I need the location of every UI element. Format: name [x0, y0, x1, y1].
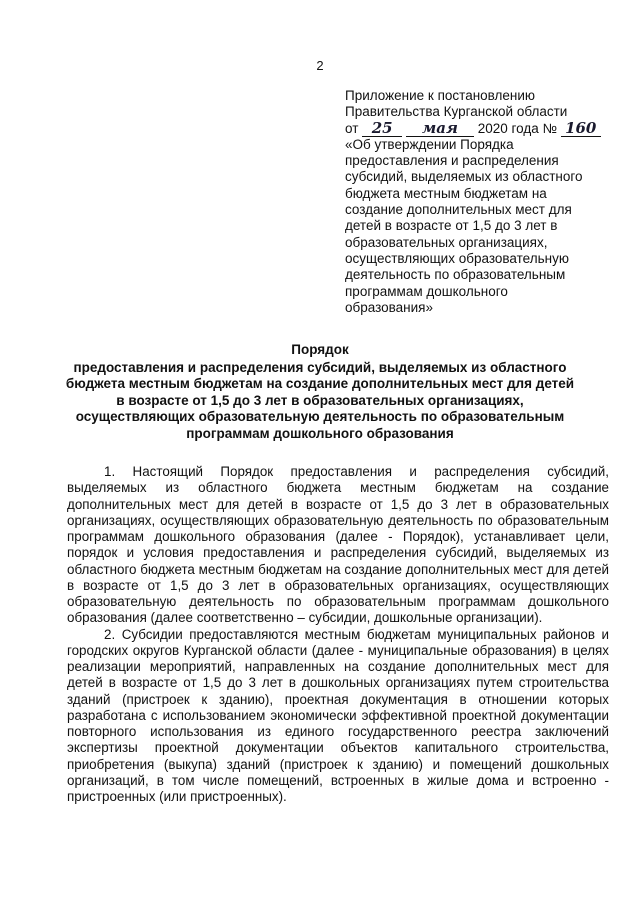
appendix-block [345, 88, 600, 316]
date-day-handwritten: 25 [371, 118, 393, 137]
appendix-subject-line: осуществляющих образовательную [345, 250, 569, 266]
paragraph-2: 2. Субсидии предоставляются местным бюджетам муниципальных районов и городских округов Курганской области (далее - муниципальные образования) в целях реализации мероприятий, направленных на создание дополнительных мест для детей в возрасте от 1,5 до 3 лет в дошкольных организациях путем строительства зданий (пристроек к зданию), проектная документация в отношении которых разработана с использованием экономически эффективной проектной документации повторного использования из единого государственного реестра заключений экспертизы проектной документации объектов капитального строительства, приобретения (выкупа) зданий (пристроек к зданию) и помещений дошкольных организаций, в том числе помещений, встроенных в жилые дома и встроенно - пристроенных (или пристроенных). [67, 626, 609, 804]
paragraph-1: 1. Настоящий Порядок предоставления и распределения субсидий, выделяемых из областного бюджета местным бюджетам на создание дополнительных мест для детей в возрасте от 1,5 до 3 лет в образовательных организациях, осуществляющих образовательную деятельность по образовательным программам дошкольного образования (далее - Порядок), устанавливает цели, порядок и условия предоставления и распределения субсидий, выделяемых из областного бюджета местным бюджетам на создание дополнительных мест для детей в возрасте от 1,5 до 3 лет в образовательных организациях, осуществляющих образовательную деятельность по образовательным программам дошкольного образования (далее соответственно – субсидии, дошкольные организации). [67, 464, 609, 626]
appendix-line-1: Приложение к постановлению [345, 88, 536, 103]
document-title [40, 342, 600, 442]
appendix-subject-line: предоставления и распределения [345, 153, 559, 169]
date-month-handwritten: мая [421, 118, 458, 137]
title-line: осуществляющих образовательную деятельность по образовательным [75, 409, 565, 424]
appendix-subject-line: «Об утверждении Порядка [345, 136, 514, 152]
date-prefix: от [345, 120, 359, 136]
date-day-field [362, 118, 402, 137]
appendix-subject-line: бюджета местным бюджетам на [345, 185, 547, 201]
appendix-subject-line: субсидий, выделяемых из областного [345, 169, 583, 185]
appendix-line-2: Правительства Курганской области [345, 104, 568, 120]
date-year-text: 2020 года № [477, 120, 557, 136]
appendix-subject-line: создание дополнительных мест для [345, 202, 572, 218]
title-line: в возрасте от 1,5 до 3 лет в образовательных организациях, [116, 392, 524, 408]
date-month-field [406, 118, 474, 137]
document-body [67, 464, 609, 805]
title-line: бюджета местным бюджетам на создание дополнительных мест для детей [65, 376, 575, 391]
title-line: предоставления и распределения субсидий, выделяемых из областного [73, 359, 567, 375]
appendix-subject-line: образования» [345, 299, 433, 315]
appendix-subject-line: деятельность по образовательным [345, 267, 566, 283]
appendix-subject-line: детей в возрасте от 1,5 до 3 лет в [345, 218, 558, 234]
page-number: 2 [316, 58, 324, 73]
title-heading: Порядок [291, 342, 349, 357]
title-line: программам дошкольного образования [186, 425, 454, 441]
decree-number-handwritten: 160 [565, 118, 597, 137]
decree-number-field [561, 118, 601, 137]
appendix-subject-line: программам дошкольного [345, 283, 508, 299]
appendix-subject-line: образовательных организациях, [345, 234, 548, 250]
appendix-date-line [345, 118, 600, 137]
